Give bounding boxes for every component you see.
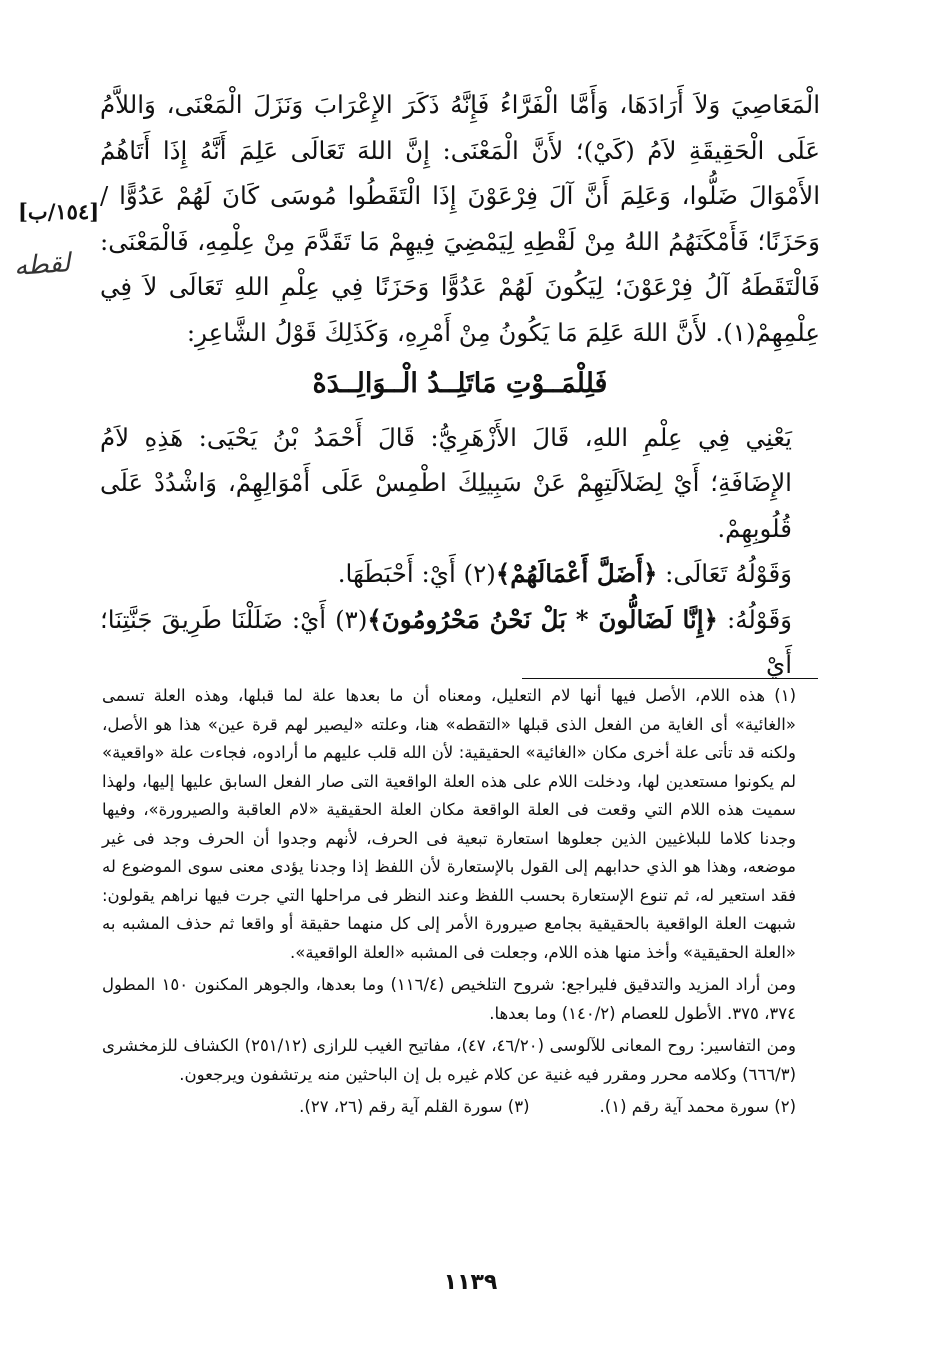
main-paragraph-2: يَعْنِي فِي عِلْمِ اللهِ، قَالَ الأَزْهَرِيُّ: قَالَ أَحْمَدُ بْنُ يَحْيَى: هَذِهِ لاَمُ الإِضَافَةِ؛ أَيْ لِضَلاَلَتِهِمْ عَنْ سَبِيلِكَ اطْمِسْ عَلَى أَمْوَالِهِمْ، وَاشْدُدْ عَلَى قُلُوبِهِمْ. xyxy=(100,422,792,543)
folio-marker: [١٥٤/ب] xyxy=(18,199,100,224)
poetry-verse: فَلِلْمَــوْتِ مَاتَلِــدُ الْــوَالِــدَهْ xyxy=(312,368,608,399)
main-paragraph-3 xyxy=(100,551,820,597)
quran-quote-1: ﴿أَضَلَّ أَعْمَالَهُمْ﴾ xyxy=(495,559,658,588)
footnote-2: (٢) سورة محمد آية رقم (١). xyxy=(599,1097,796,1116)
main-paragraph-1: الْمَعَاصِيَ وَلاَ أَرَادَهَا، وَأَمَّا الْفَرَّاءُ فَإِنَّهُ ذَكَرَ الإِعْرَابَ وَنَزَلَ الْمَعْنَى، وَاللاَّمُ عَلَى الْحَقِيقَةِ لاَمُ (كَيْ)؛ لأَنَّ الْمَعْنَى: إِنَّ اللهَ تَعَالَى عَلِمَ أَنَّهُ إِذَا أَتَاهُمُ الأَمْوَالَ ضَلُّوا، وَعَلِمَ أَنَّ آلَ فِرْعَوْنَ إِذَا الْتَقَطُوا مُوسَى كَانَ لَهُمْ عَدُوًّا / وَحَزَنًا؛ فَأَمْكَنَهُمُ اللهُ مِنْ لَقْطِهِ لِيَمْضِيَ فِيهِمْ مَا تَقَدَّمَ مِنْ عِلْمِهِ، فَالْمَعْنَى: فَالْتَقَطَهُ آلُ فِرْعَوْنَ؛ لِيَكُونَ لَهُمْ عَدُوًّا وَحَزَنًا فِي عِلْمِ اللهِ تَعَالَى لاَ فِي عِلْمِهِمْ(١). لأَنَّ اللهَ عَلِمَ مَا يَكُونُ مِنْ أَمْرِهِ، وَكَذَلِكَ قَوْلُ الشَّاعِرِ: xyxy=(100,90,820,347)
footnotes xyxy=(102,682,818,1122)
main-text xyxy=(100,82,820,688)
paragraph-3-prefix: وَقَوْلُهُ تَعَالَى: xyxy=(657,559,792,588)
handwritten-margin-note: لقطه xyxy=(13,248,72,282)
footnote-3: (٣) سورة القلم آية رقم (٢٦، ٢٧). xyxy=(299,1097,530,1116)
paragraph-4-suffix: (٣) أَيْ: ضَلَلْنَا طَرِيقَ جَنَّتِنَا؛ أَيْ xyxy=(100,604,792,679)
footnote-1-tafsir-references: ومن التفاسير: روح المعانى للآلوسى (٤٦/٢٠، ٤٧)، مفاتيح الغيب للرازى (٢٥١/١٢) الكشاف للزمخشرى (٦٦٦/٣) وكلامه محرر ومقرر فيه غنية عن كلام غيره بل إن الباحثين منه يرتشفون ويرجعون. xyxy=(102,1036,796,1084)
main-paragraph-4 xyxy=(100,597,820,688)
footnote-1-references: ومن أراد المزيد والتدقيق فليراجع: شروح التلخيص (١١٦/٤) وما بعدها، والجوهر المكنون ١٥٠ المطول ٣٧٤، ٣٧٥. الأطول للعصام (١٤٠/٢) وما بعدها. xyxy=(102,975,796,1023)
quran-quote-2: ﴿إِنَّا لَضَالُّونَ * بَلْ نَحْنُ مَحْرُومُونَ﴾ xyxy=(367,604,718,634)
footnote-1: (١) هذه اللام، الأصل فيها أنها لام التعليل، ومعناه أن ما بعدها علة لما قبلها، وهذه العلة تسمى «الغائية» أى الغاية من الفعل الذى قبلها «التقطه» هنا، وعلته «ليصير لهم قرة عين» هذا هو الأصل، ولكنه قد تأتى علة أخرى مكان «الغائية» الحقيقية: لأن الله قلب عليهم ما أرادوه، فجاءت علة «واقعية» لم يكونوا مستعدين لها، ودخلت اللام على هذه العلة الواقعية التى صار الفعل السابق عليها إليها، ولهذا سميت هذه اللام التي وقعت فى العلة الواقعة مكان العلة الحقيقية «لام العاقبة والصيرورة»، وفيها وجدنا كلاما للبلاغيين الذين جعلوها استعارة تبعية فى الحرف، لأنهم وجدوا أن الحرف وجد فى غير موضعه، وهذا هو الذي حدابهم إلى القول بالإستعارة لأن اللفظ إذا وجدنا يؤدى معنى سوى الموضوع له فقد استعير له، ثم تنوع الإستعارة بحسب اللفظ وعند النظر فى مراحلها التي جرت فيها نراهم يقولون: شبهت العلة الواقعية بالحقيقية بجامع صيرورة الأمر إلى كل منهما حقيقة أو واقعا ثم حذف المشبه به «العلة الحقيقية» وأخذ منها هذه اللام، وجعلت فى المشبه «العلة الواقعية». xyxy=(102,686,796,962)
footnote-refs-row xyxy=(102,1093,818,1122)
page-number: ١١٣٩ xyxy=(443,1270,498,1295)
paragraph-4-prefix: وَقَوْلُهُ: xyxy=(717,604,792,634)
paragraph-3-suffix: (٢) أَيْ: أَحْبَطَهَا. xyxy=(337,559,496,588)
footnote-separator xyxy=(522,678,818,679)
